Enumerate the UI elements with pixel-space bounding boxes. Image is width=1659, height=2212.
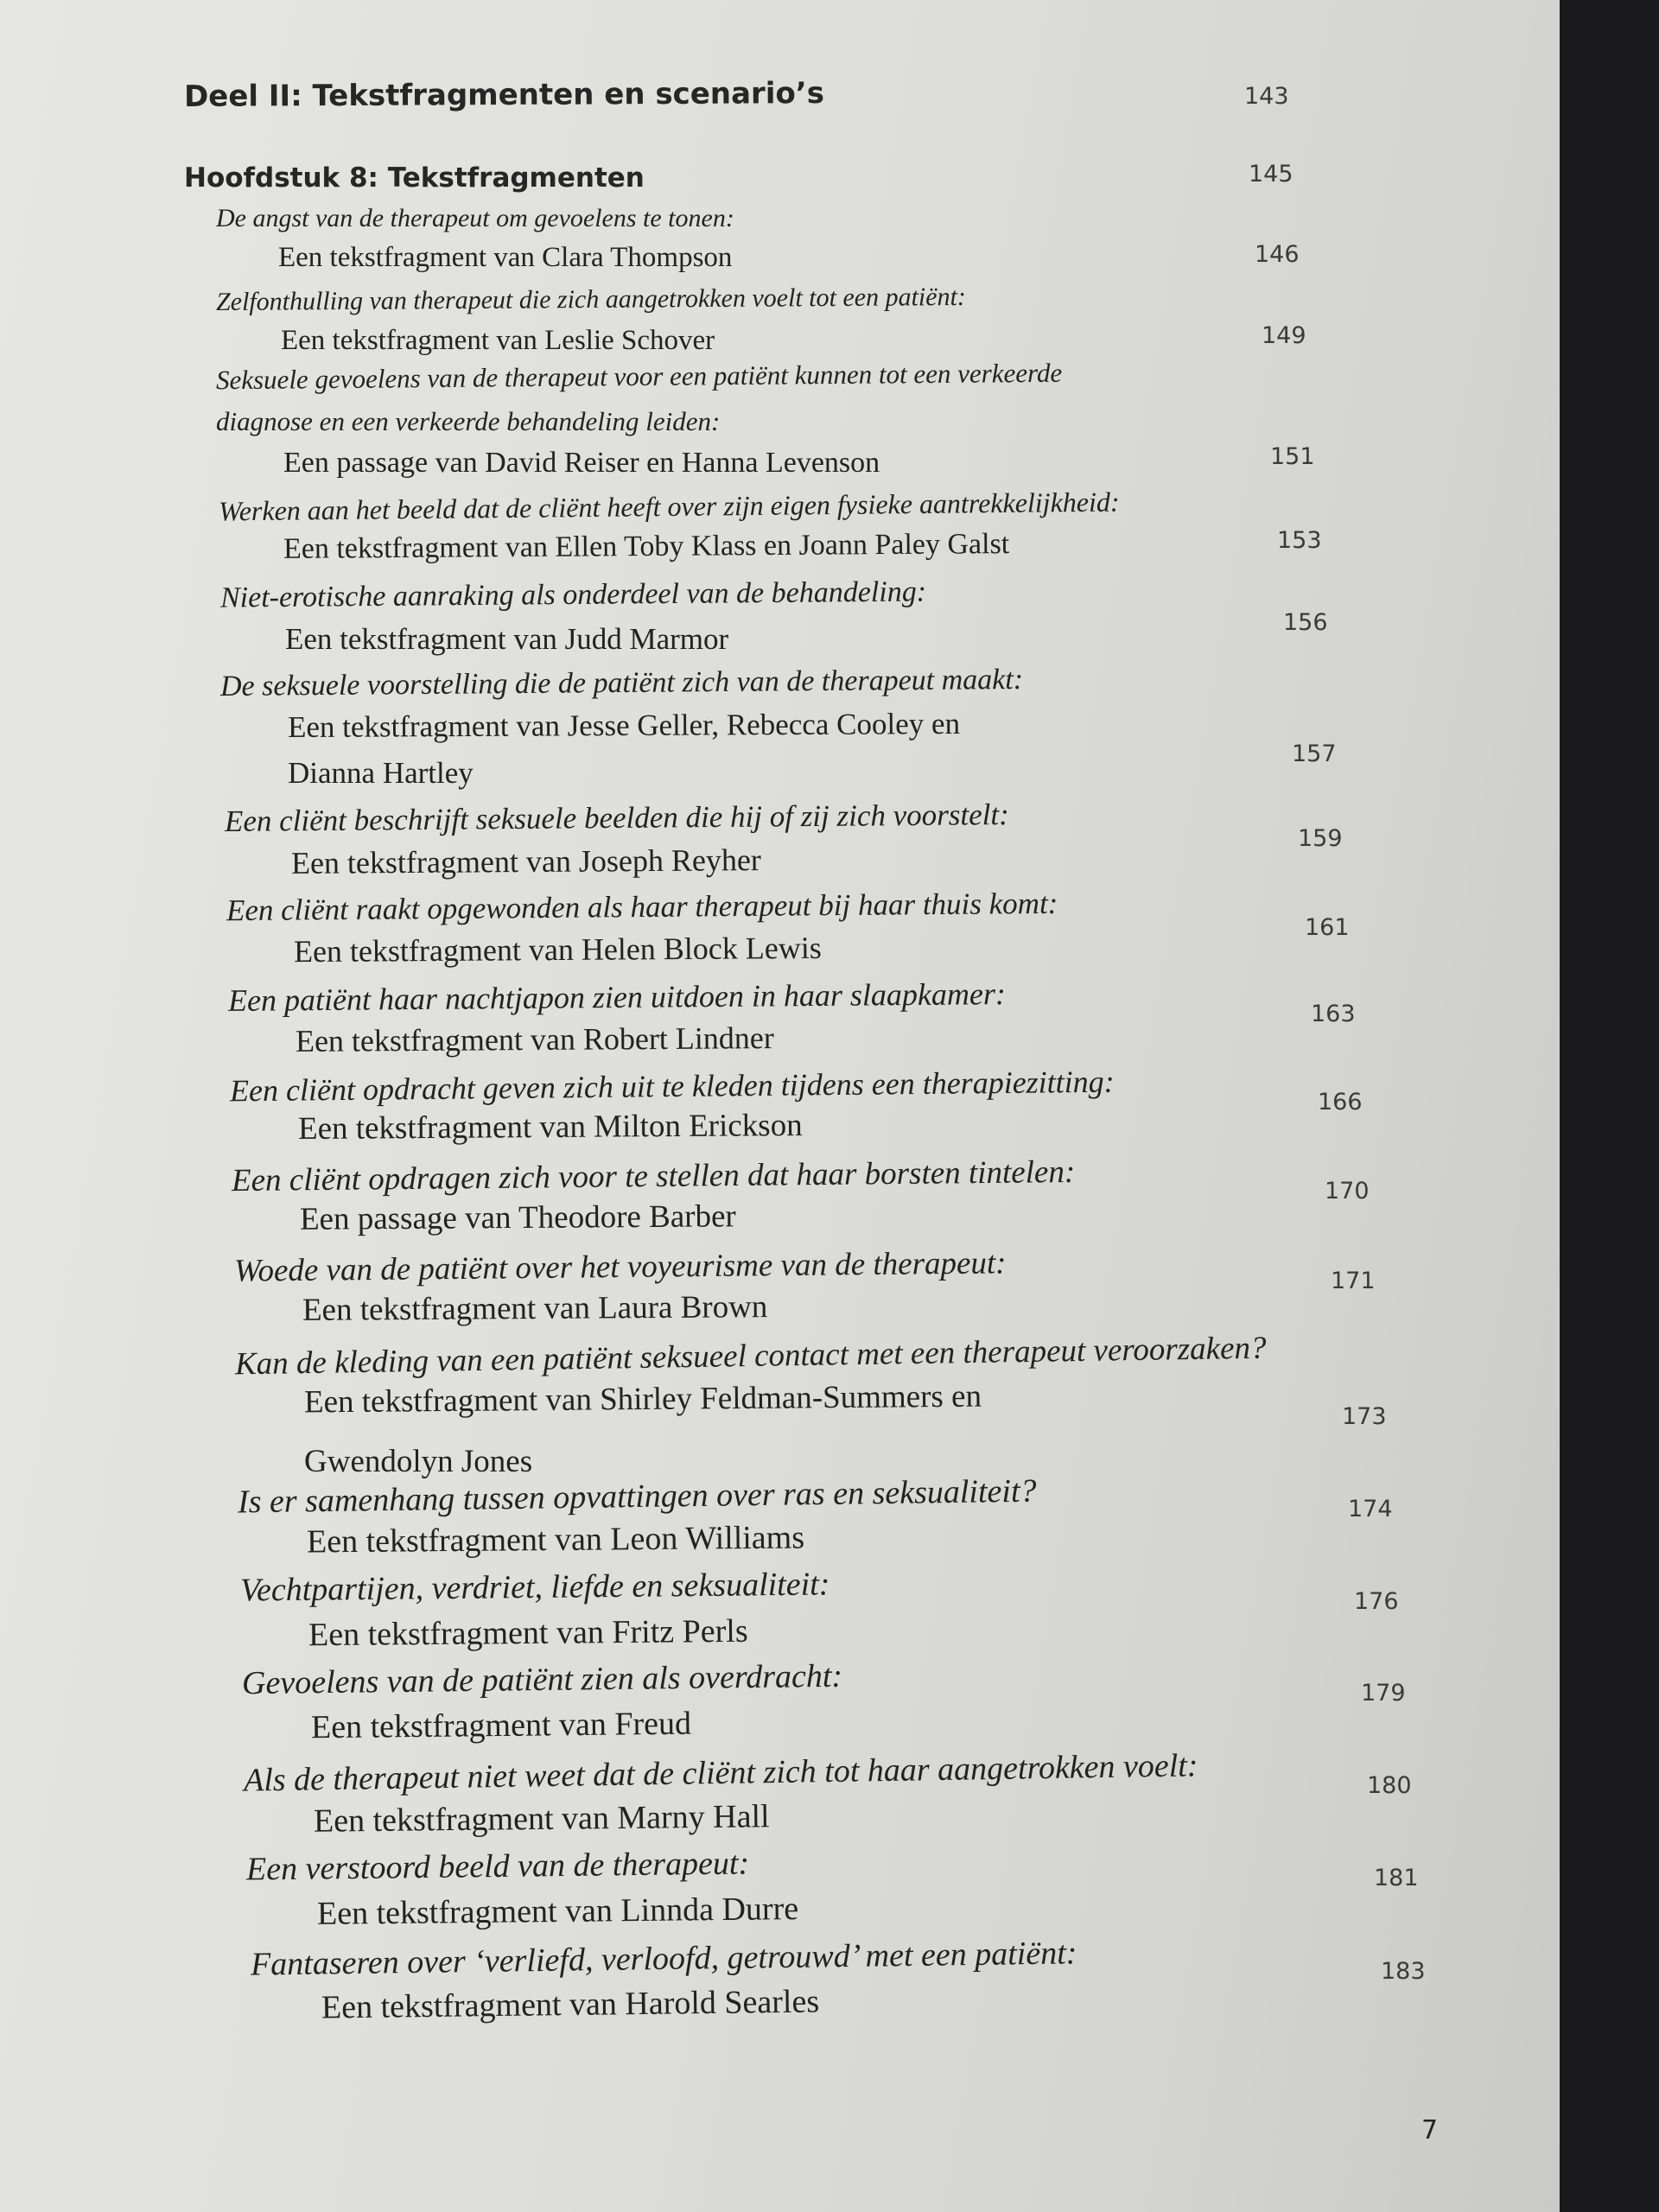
entry-source: Een tekstfragment van Milton Erickson bbox=[297, 1107, 803, 1147]
entry-source: Een tekstfragment van Freud bbox=[310, 1705, 692, 1746]
entry-page-number: 151 bbox=[1270, 443, 1315, 470]
entry-topic: Seksuele gevoelens van de therapeut voor een patiënt kunnen tot een verkeerde bbox=[215, 357, 1063, 396]
entry-page-number: 181 bbox=[1374, 1865, 1419, 1891]
entry-page-number: 146 bbox=[1255, 241, 1300, 268]
entry-page-number: 170 bbox=[1325, 1178, 1370, 1205]
entry-topic: Zelfonthulling van therapeut die zich aangetrokken voelt tot een patiënt: bbox=[215, 282, 966, 317]
entry-source: Een tekstfragment van Laura Brown bbox=[302, 1289, 768, 1328]
entry-topic: Werken aan het beeld dat de cliënt heeft over zijn eigen fysieke aantrekkelijkheid: bbox=[218, 486, 1120, 527]
entry-topic-continued: diagnose en een verkeerde behandeling leiden: bbox=[216, 406, 721, 436]
entry-source-continued: Gwendolyn Jones bbox=[304, 1444, 533, 1479]
entry-topic: Kan de kleding van een patiënt seksueel contact met een therapeut veroorzaken? bbox=[234, 1330, 1267, 1382]
entry-source: Een tekstfragment van Robert Lindner bbox=[295, 1020, 774, 1058]
entry-page-number: 171 bbox=[1331, 1268, 1376, 1294]
entry-topic: Een cliënt beschrijft seksuele beelden die hij of zij zich voorstelt: bbox=[224, 798, 1009, 838]
entry-topic: Een patiënt haar nachtjapon zien uitdoen in haar slaapkamer: bbox=[227, 976, 1007, 1018]
entry-topic: Een cliënt raakt opgewonden als haar therapeut bij haar thuis komt: bbox=[226, 886, 1058, 928]
entry-source: Een tekstfragment van Fritz Perls bbox=[308, 1612, 748, 1654]
entry-source: Een tekstfragment van Helen Block Lewis bbox=[293, 930, 822, 969]
entry-topic: Vechtpartijen, verdriet, liefde en seksualiteit: bbox=[239, 1566, 830, 1609]
entry-page-number: 183 bbox=[1381, 1958, 1426, 1985]
entry-topic: Een cliënt opdragen zich voor te stellen dat haar borsten tintelen: bbox=[231, 1154, 1076, 1199]
entry-topic: De seksuele voorstelling die de patiënt zich van de therapeut maakt: bbox=[219, 663, 1024, 703]
entry-source: Een tekstfragment van Jesse Geller, Rebecca Cooley en bbox=[287, 706, 961, 745]
entry-page-number: 149 bbox=[1262, 322, 1306, 349]
part-title: Deel II: Tekstfragmenten en scenario’s bbox=[183, 76, 825, 114]
entry-source: Een tekstfragment van Judd Marmor bbox=[285, 622, 729, 656]
entry-topic: Een cliënt opdracht geven zich uit te kleden tijdens een therapiezitting: bbox=[229, 1064, 1115, 1109]
entry-page-number: 161 bbox=[1305, 914, 1350, 941]
chapter-title: Hoofdstuk 8: Tekstfragmenten bbox=[184, 162, 645, 194]
entry-page-number: 180 bbox=[1367, 1772, 1412, 1799]
entry-source: Een tekstfragment van Leslie Schover bbox=[281, 325, 715, 356]
part-page-number: 143 bbox=[1244, 83, 1289, 110]
entry-page-number: 179 bbox=[1361, 1680, 1406, 1707]
entry-source: Een tekstfragment van Clara Thompson bbox=[278, 242, 733, 273]
entry-source-continued: Dianna Hartley bbox=[288, 756, 474, 790]
entry-page-number: 163 bbox=[1311, 1001, 1356, 1027]
entry-page-number: 166 bbox=[1318, 1089, 1363, 1116]
entry-source: Een passage van Theodore Barber bbox=[299, 1198, 736, 1237]
entry-topic: Een verstoord beeld van de therapeut: bbox=[245, 1845, 750, 1888]
entry-page-number: 173 bbox=[1342, 1403, 1387, 1430]
entry-topic: De angst van de therapeut om gevoelens te tonen: bbox=[216, 204, 734, 232]
entry-page-number: 153 bbox=[1277, 527, 1322, 554]
entry-page-number: 159 bbox=[1298, 825, 1343, 852]
entry-source: Een tekstfragment van Linnda Durre bbox=[316, 1891, 799, 1932]
entry-page-number: 156 bbox=[1283, 609, 1328, 636]
entry-source: Een tekstfragment van Harold Searles bbox=[321, 1983, 820, 2026]
entry-source: Een tekstfragment van Ellen Toby Klass en Joann Paley Galst bbox=[283, 528, 1010, 565]
entry-topic: Niet-erotische aanraking als onderdeel van de behandeling: bbox=[219, 575, 927, 614]
entry-page-number: 157 bbox=[1292, 741, 1337, 767]
entry-topic: Als de therapeut niet weet dat de cliënt zich tot haar aangetrokken voelt: bbox=[243, 1747, 1198, 1799]
chapter-page-number: 145 bbox=[1249, 161, 1294, 188]
entry-topic: Is er samenhang tussen opvattingen over ras en seksualiteit? bbox=[237, 1472, 1037, 1521]
entry-page-number: 176 bbox=[1354, 1588, 1399, 1615]
entry-source: Een tekstfragment van Joseph Reyher bbox=[290, 842, 761, 880]
entry-topic: Fantaseren over ‘verliefd, verloofd, getrouwd’ met een patiënt: bbox=[250, 1935, 1077, 1983]
entry-page-number: 174 bbox=[1348, 1496, 1393, 1522]
entry-source: Een tekstfragment van Marny Hall bbox=[313, 1798, 770, 1840]
entry-topic: Gevoelens van de patiënt zien als overdracht: bbox=[241, 1657, 843, 1702]
page-number: 7 bbox=[1421, 2115, 1439, 2145]
entry-topic: Woede van de patiënt over het voyeurisme van de therapeut: bbox=[233, 1245, 1007, 1289]
entry-source: Een passage van David Reiser en Hanna Levenson bbox=[283, 447, 880, 479]
entry-source: Een tekstfragment van Shirley Feldman-Summers en bbox=[303, 1378, 982, 1421]
entry-source: Een tekstfragment van Leon Williams bbox=[306, 1519, 805, 1560]
